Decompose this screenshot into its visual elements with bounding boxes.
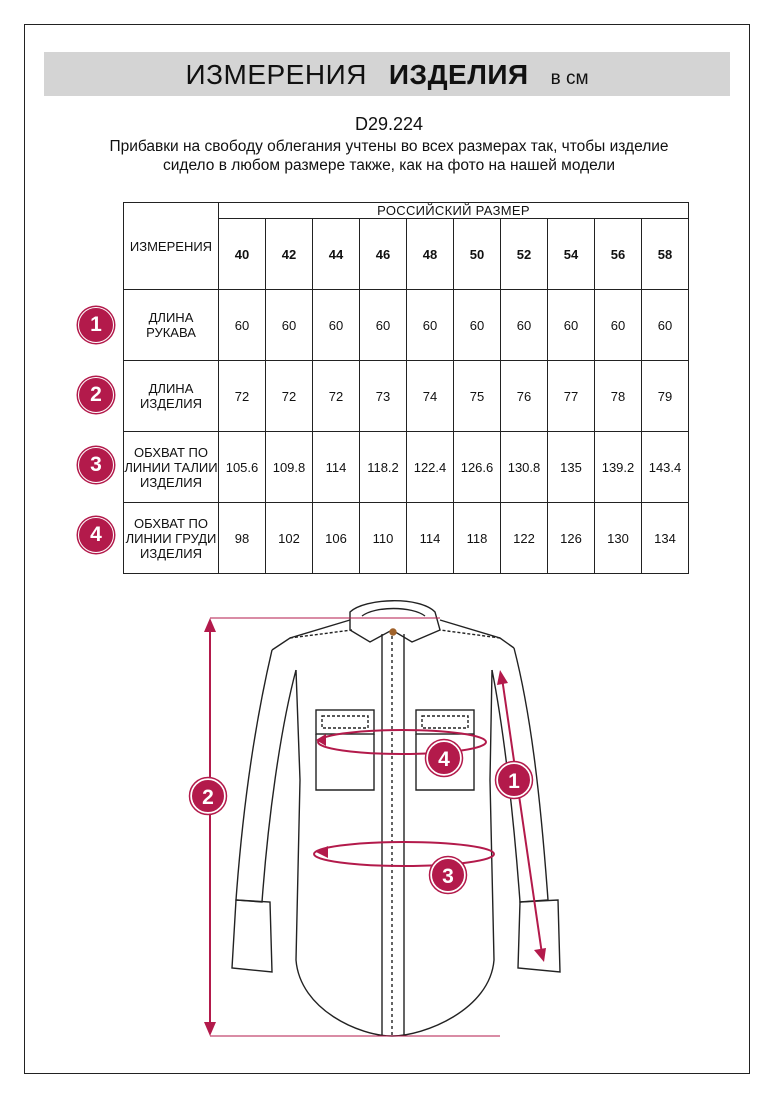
table-cell: 73	[360, 361, 407, 432]
marker-chest: 4	[438, 748, 450, 771]
table-cell: 105.6	[219, 432, 266, 503]
size-table	[123, 202, 689, 574]
article-code: D29.224	[354, 114, 424, 134]
table-cell: 139.2	[595, 432, 642, 503]
table-row	[124, 503, 689, 574]
table-cell: 60	[266, 290, 313, 361]
marker-length: 2	[202, 786, 214, 809]
table-cell: 60	[454, 290, 501, 361]
size-header: 44	[313, 219, 360, 290]
table-cell: 130	[595, 503, 642, 574]
table-cell: 60	[501, 290, 548, 361]
size-header: 46	[360, 219, 407, 290]
diagram-badges	[190, 740, 533, 894]
size-header: 56	[595, 219, 642, 290]
table-cell: 135	[548, 432, 595, 503]
table-cell: 60	[595, 290, 642, 361]
table-row	[124, 290, 689, 361]
table-cell: 76	[501, 361, 548, 432]
size-group-header: РОССИЙСКИЙ РАЗМЕР	[219, 203, 689, 219]
row-number-badge: 4	[78, 517, 114, 553]
size-header: 52	[501, 219, 548, 290]
table-cell: 122.4	[407, 432, 454, 503]
table-cell: 72	[219, 361, 266, 432]
title-banner	[44, 52, 730, 96]
table-cell: 126	[548, 503, 595, 574]
shirt-outline	[232, 601, 560, 1036]
table-cell: 126.6	[454, 432, 501, 503]
table-cell: 72	[313, 361, 360, 432]
table-cell: 77	[548, 361, 595, 432]
row-label: ОБХВАТ ПО ЛИНИИ ТАЛИИ ИЗДЕЛИЯ	[124, 432, 219, 503]
row-label: ОБХВАТ ПО ЛИНИИ ГРУДИ ИЗДЕЛИЯ	[124, 503, 219, 574]
table-cell: 114	[313, 432, 360, 503]
table-cell: 102	[266, 503, 313, 574]
size-header: 50	[454, 219, 501, 290]
table-cell: 98	[219, 503, 266, 574]
size-header: 42	[266, 219, 313, 290]
title-unit: в см	[550, 68, 589, 89]
table-cell: 60	[219, 290, 266, 361]
table-cell: 60	[313, 290, 360, 361]
table-cell: 60	[548, 290, 595, 361]
table-cell: 118.2	[360, 432, 407, 503]
corner-label: ИЗМЕРЕНИЯ	[124, 203, 219, 290]
fit-note: Прибавки на свободу облегания учтены во всех размерах так, чтобы изделие сидело в любом размере также, как на фото на нашей модели	[109, 138, 669, 174]
row-number-badge: 3	[78, 447, 114, 483]
table-cell: 110	[360, 503, 407, 574]
table-cell: 130.8	[501, 432, 548, 503]
table-cell: 118	[454, 503, 501, 574]
table-cell: 134	[642, 503, 689, 574]
marker-waist: 3	[442, 865, 454, 888]
size-header: 40	[219, 219, 266, 290]
table-cell: 78	[595, 361, 642, 432]
table-cell: 75	[454, 361, 501, 432]
table-cell: 60	[407, 290, 454, 361]
table-cell: 60	[360, 290, 407, 361]
title-part-1: ИЗМЕРЕНИЯ	[185, 59, 367, 90]
shirt-diagram	[0, 590, 778, 1060]
table-cell: 122	[501, 503, 548, 574]
size-header: 58	[642, 219, 689, 290]
table-cell: 74	[407, 361, 454, 432]
table-cell: 109.8	[266, 432, 313, 503]
marker-sleeve: 1	[508, 770, 520, 793]
table-cell: 106	[313, 503, 360, 574]
size-header: 48	[407, 219, 454, 290]
table-cell: 79	[642, 361, 689, 432]
row-number-badge: 2	[78, 377, 114, 413]
size-header: 54	[548, 219, 595, 290]
row-label: ДЛИНА ИЗДЕЛИЯ	[124, 361, 219, 432]
title-part-2: ИЗДЕЛИЯ	[388, 59, 529, 90]
table-cell: 114	[407, 503, 454, 574]
row-label: ДЛИНА РУКАВА	[124, 290, 219, 361]
table-cell: 72	[266, 361, 313, 432]
table-cell: 60	[642, 290, 689, 361]
row-number-badge: 1	[78, 307, 114, 343]
table-row	[124, 361, 689, 432]
table-cell: 143.4	[642, 432, 689, 503]
table-row	[124, 432, 689, 503]
